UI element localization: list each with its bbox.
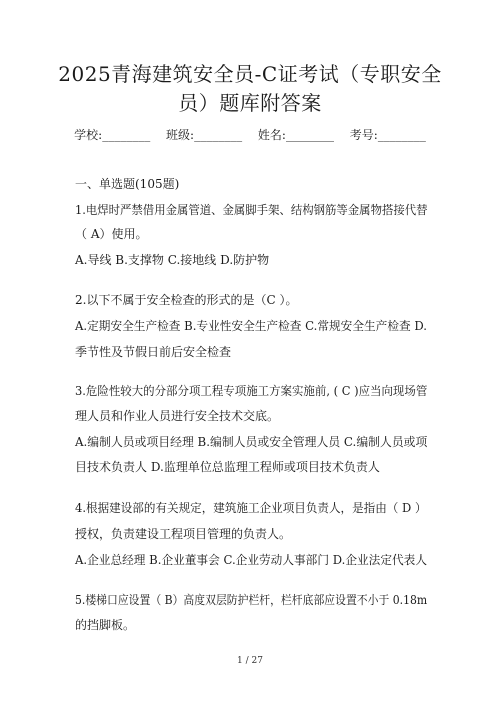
question-1-options: A.导线 B.支撑物 C.接地线 D.防护物: [75, 253, 270, 267]
document-title: [40, 60, 460, 118]
question-2-options-line-1: A.定期安全生产检查 B.专业性安全生产检查 C.常规安全生产检查 D.: [75, 319, 428, 333]
question-1-line-1: 1.电焊时严禁借用金属管道、金属脚手架、结构钢筋等金属物搭接代替: [75, 203, 428, 217]
name-field: 姓名:________: [257, 128, 334, 142]
document-title-line-2: 员）题库附答案: [178, 91, 322, 115]
question-2-line-1: 2.以下不属于安全检查的形式的是（C ）。: [75, 293, 298, 307]
question-4-options: A.企业总经理 B.企业董事会 C.企业劳动人事部门 D.企业法定代表人: [75, 553, 428, 567]
question-2-options-line-2: 季节性及节假日前后安全检查: [75, 345, 232, 359]
school-field: 学校:________: [74, 128, 151, 142]
question-5-line-1: 5.楼梯口应设置（ B）高度双层防护栏杆，栏杆底部应设置不小于 0.18m: [75, 593, 428, 607]
question-4-line-2: 授权，负责建设工程项目管理的负责人。: [75, 527, 292, 541]
question-1-line-2: （ A）使用。: [75, 227, 148, 241]
question-3-line-2: 理人员和作业人员进行安全技术交底。: [75, 409, 280, 423]
exam-number-field: 考号:________: [349, 128, 426, 142]
question-4-line-1: 4.根据建设部的有关规定，建筑施工企业项目负责人，是指由（ D ）: [75, 501, 427, 515]
student-info-line: [0, 127, 500, 143]
question-3-options-line-1: A.编制人员或项目经理 B.编制人员或安全管理人员 C.编制人员或项: [75, 435, 428, 449]
section-heading: 一、单选题(105题): [75, 177, 180, 191]
class-field: 班级:________: [166, 128, 243, 142]
page-number: 1 / 27: [237, 656, 263, 666]
document-title-line-1: 2025青海建筑安全员-C证考试（专职安全: [58, 62, 442, 86]
question-3-options-line-2: 目技术负责人 D.监理单位总监理工程师或项目技术负责人: [75, 460, 380, 474]
question-5-line-2: 的挡脚板。: [75, 618, 136, 632]
question-3-line-1: 3.危险性较大的分部分项工程专项施工方案实施前, ( C )应当向现场管: [75, 384, 428, 398]
